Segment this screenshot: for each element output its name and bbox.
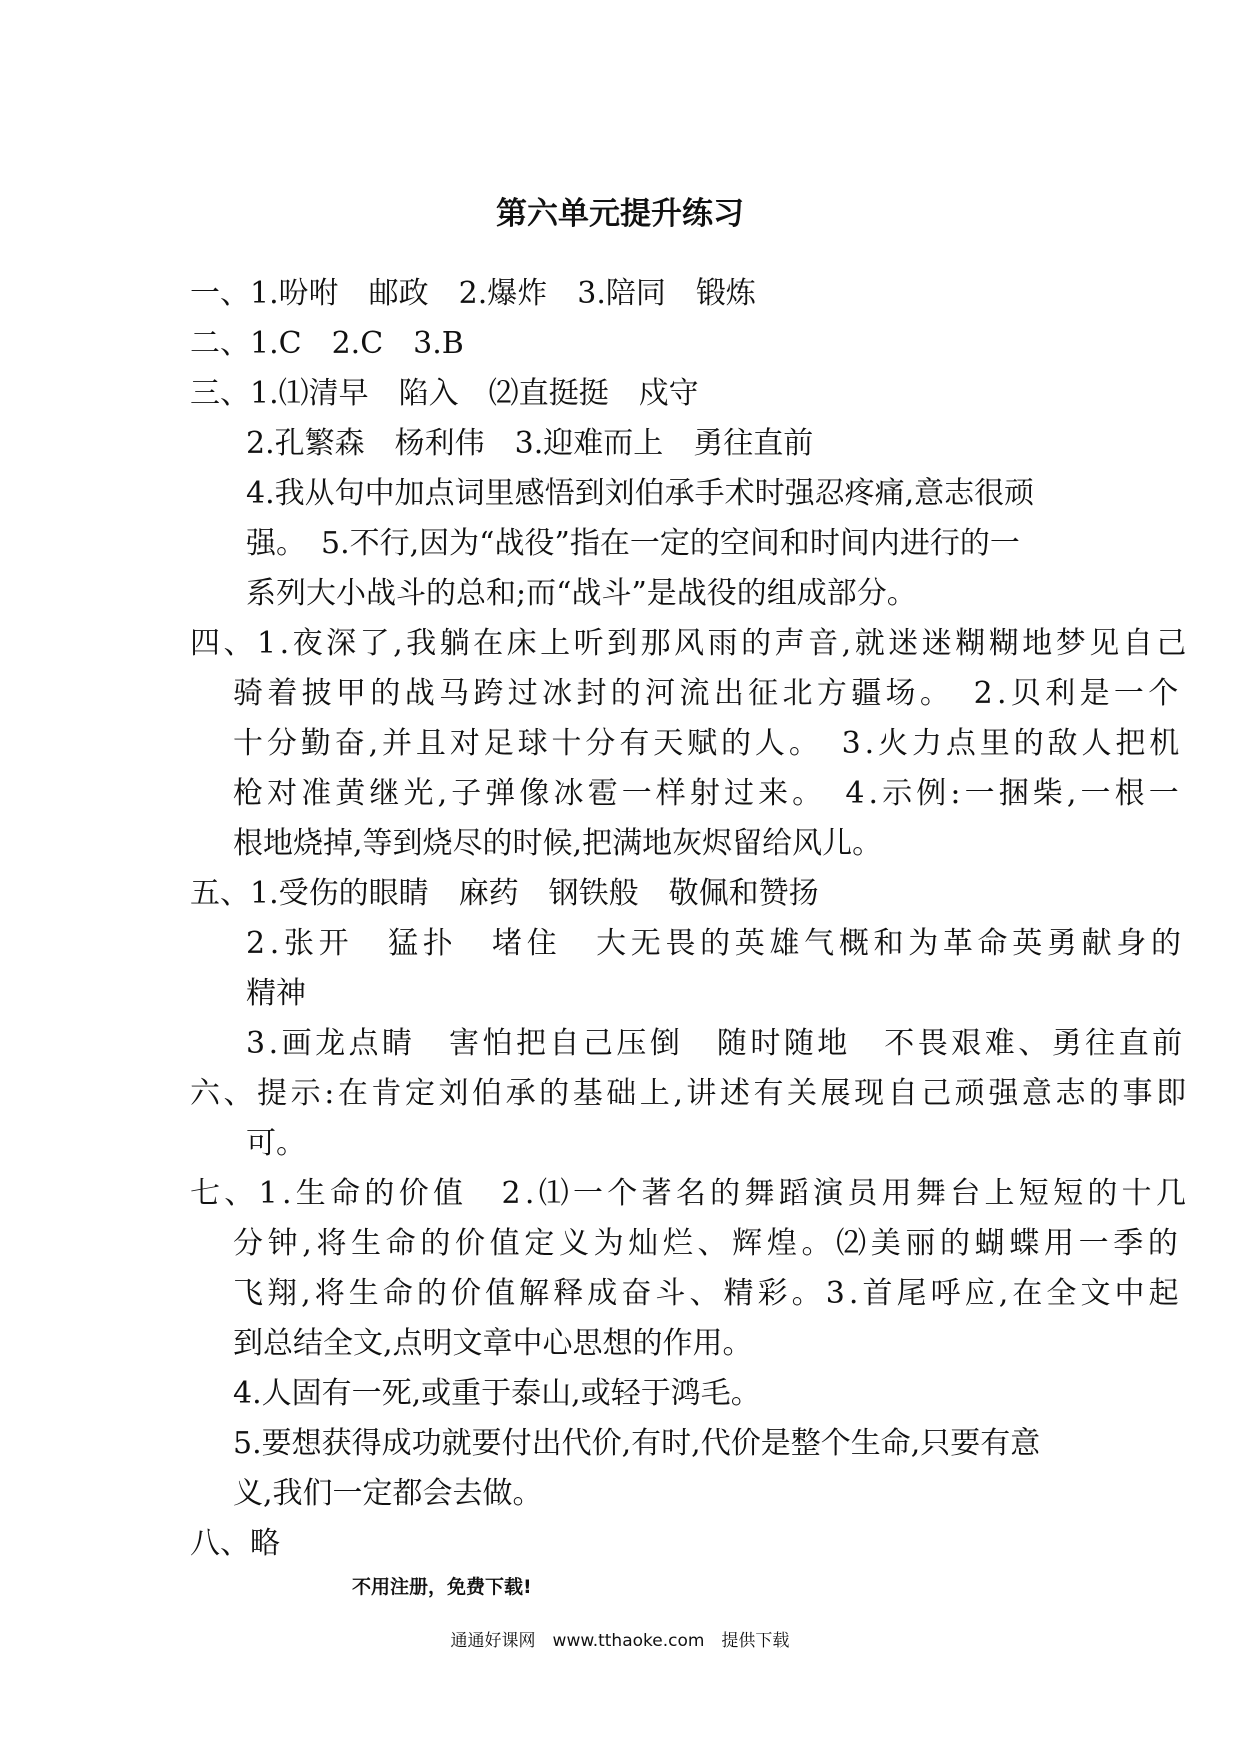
answer-line: 2.张开 猛扑 堵住 大无畏的英雄气概和为革命英勇献身的 [246,926,1186,961]
answer-line: 2.孔繁森 杨利伟 3.迎难而上 勇往直前 [246,426,814,461]
answer-line: 分钟,将生命的价值定义为灿烂、辉煌。⑵美丽的蝴蝶用一季的 [233,1226,1183,1261]
answer-line: 到总结全文,点明文章中心思想的作用。 [233,1326,753,1361]
answer-line: 义,我们一定都会去做。 [233,1476,543,1511]
answer-line: 3.画龙点睛 害怕把自己压倒 随时随地 不畏艰难、勇往直前 [246,1026,1186,1061]
answer-line: 十分勤奋,并且对足球十分有天赋的人。 3.火力点里的敌人把机 [233,726,1184,761]
page-footer: 通通好课网 www.tthaoke.com 提供下载 [450,1631,790,1651]
answer-line: 六、提示:在肯定刘伯承的基础上,讲述有关展现自己顽强意志的事即 [190,1076,1190,1111]
answer-line: 5.要想获得成功就要付出代价,有时,代价是整个生命,只要有意 [233,1426,1041,1461]
answer-line: 四、1.夜深了,我躺在床上听到那风雨的声音,就迷迷糊糊地梦见自己 [190,626,1190,661]
answer-line: 强。 5.不行,因为“战役”指在一定的空间和时间内进行的一 [246,526,1020,561]
answer-line: 飞翔,将生命的价值解释成奋斗、精彩。3.首尾呼应,在全文中起 [233,1276,1183,1311]
answer-line: 可。 [246,1126,306,1161]
answer-line: 三、1.⑴清早 陷入 ⑵直挺挺 戍守 [190,376,699,411]
answer-line: 根地烧掉,等到烧尽的时候,把满地灰烬留给风儿。 [233,826,883,861]
answer-line: 系列大小战斗的总和;而“战斗”是战役的组成部分。 [246,576,917,611]
answer-line: 骑着披甲的战马跨过冰封的河流出征北方疆场。 2.贝利是一个 [233,676,1183,711]
answer-line: 七、1.生命的价值 2.⑴一个著名的舞蹈演员用舞台上短短的十几 [190,1176,1191,1211]
page-title: 第六单元提升练习 [496,196,744,232]
answer-line: 4.我从句中加点词里感悟到刘伯承手术时强忍疼痛,意志很顽 [246,476,1035,511]
download-notice: 不用注册，免费下载! [352,1576,532,1598]
answer-line: 五、1.受伤的眼睛 麻药 钢铁般 敬佩和赞扬 [190,876,819,911]
answer-line: 精神 [246,976,306,1011]
answer-line: 枪对准黄继光,子弹像冰雹一样射过来。 4.示例:一捆柴,一根一 [233,776,1183,811]
answer-line: 八、略 [190,1526,280,1561]
answer-line: 一、1.吩咐 邮政 2.爆炸 3.陪同 锻炼 [190,276,756,311]
answer-line: 二、1.C 2.C 3.B [190,326,464,361]
answer-line: 4.人固有一死,或重于泰山,或轻于鸿毛。 [233,1376,761,1411]
